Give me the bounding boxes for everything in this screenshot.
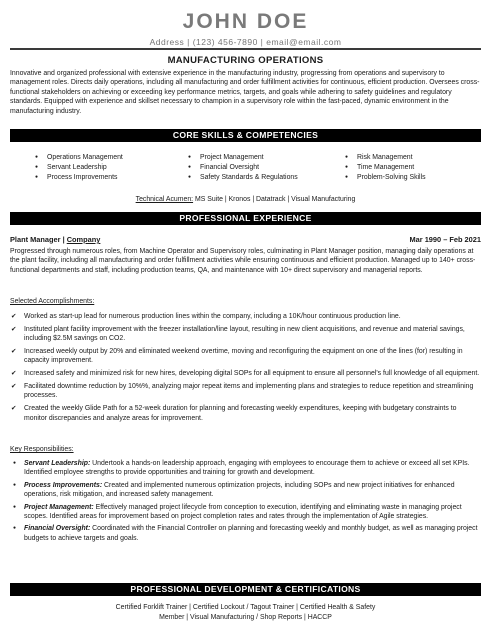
responsibility-heading: Servant Leadership: xyxy=(24,460,91,467)
responsibility-heading: Process Improvements: xyxy=(24,481,103,489)
responsibility-text: Undertook a hands-on leadership approach, engaging with employees to encourage them to achieve or exceed all set KPIs. Identified employee strengths to provide opportunities and training for growth and development. xyxy=(24,460,470,477)
responsibilities-label: Key Responsibilities: xyxy=(10,446,74,453)
certifications-line: Certified Forklift Trainer | Certified Lockout / Tagout Trainer | Certified Health & Safety xyxy=(115,604,376,611)
accomplishment-item: ✔ Created the weekly Glide Path for a 52-week duration for planning and forecasting weekly expenditures, keeping with budgetary constraints to monitor discrepancies and analyze areas for improvement. xyxy=(10,404,481,423)
experience-heading: PROFESSIONAL EXPERIENCE xyxy=(10,212,481,225)
skill-item: ● Operations Management xyxy=(35,153,123,163)
technical-acumen-value: MS Suite | Kronos | Datatrack | Visual Manufacturing xyxy=(193,196,356,203)
contact-line: Address | (123) 456-7890 | email@email.com xyxy=(149,37,342,47)
candidate-name: JOHN DOE xyxy=(182,10,309,33)
responsibility-item xyxy=(10,503,481,522)
skills-column-1 xyxy=(35,153,123,182)
responsibilities-list xyxy=(10,459,481,546)
responsibility-heading: Financial Oversight: xyxy=(24,525,91,533)
job-company: Company xyxy=(66,235,101,244)
skill-item: ● Problem-Solving Skills xyxy=(345,173,426,183)
header-divider xyxy=(10,48,481,50)
responsibility-item xyxy=(10,481,481,500)
certifications-line: Member | Visual Manufacturing / Shop Reports | HACCP xyxy=(159,614,332,621)
skills-heading: CORE SKILLS & COMPETENCIES xyxy=(10,129,481,142)
responsibility-text: Coordinated with the Financial Controller on planning and forecasting weekly and monthly budget, as well as managing project budgets to achieve targets and goals. xyxy=(24,525,478,542)
accomplishments-label: Selected Accomplishments: xyxy=(10,298,95,305)
skill-item: ● Risk Management xyxy=(345,153,426,163)
skill-item: ● Time Management xyxy=(345,163,426,173)
technical-acumen-label: Technical Acumen: xyxy=(135,196,194,203)
skills-column-3 xyxy=(345,153,426,182)
accomplishments-list xyxy=(10,312,481,426)
responsibility-item xyxy=(10,524,481,543)
accomplishment-item: ✔ Facilitated downtime reduction by 10%%, analyzing major repeat items and implementing plans and strategies to reduce repetition and streamlining processes. xyxy=(10,382,481,401)
job-dates: Mar 1990 – Feb 2021 xyxy=(409,235,481,244)
job-header xyxy=(10,235,481,244)
skill-item: ● Process Improvements xyxy=(35,173,123,183)
skill-item: ● Servant Leadership xyxy=(35,163,123,173)
skill-item: ● Safety Standards & Regulations xyxy=(188,173,298,183)
skill-item: ● Project Management xyxy=(188,153,298,163)
skill-item: ● Financial Oversight xyxy=(188,163,298,173)
certifications xyxy=(0,603,491,623)
job-summary: Progressed through numerous roles, from Machine Operator and Supervisory roles, culminating in Plant Manager position, managing daily operations at the plant facility, including all manufacturing and order fulfillment activities while ensuring continuous and efficient production. Managed up to 140+ cross-functional departments and staff, including production teams, QA, and maintenance with 10+ direct supervisory and managerial reports. xyxy=(10,248,476,274)
accomplishment-item: ✔ Worked as start-up lead for numerous production lines within the company, including a 10K/hour continuous production line. xyxy=(10,312,481,321)
development-heading: PROFESSIONAL DEVELOPMENT & CERTIFICATIONS xyxy=(10,583,481,596)
responsibility-text: Created and implemented numerous optimization projects, including SOPs and new project initiatives for enhanced operations, risk mitigation, and increased safety management. xyxy=(24,481,455,499)
summary-paragraph: Innovative and organized professional with extensive experience in the manufacturing industry, progressing from operations and supervisory to management roles. Directs daily operations, including all manufacturing and order fulfillment activities for continuous, efficient production. Oversees cross-functional stakeholders on achieving or exceeding key performance metrics, targets, and goals while adhering to safety guidelines and regulatory standards. Equipped with experience and skillset necessary to champion in a supervisory role within the fast-paced, dynamic environment in the manufacturing industry. xyxy=(10,70,480,115)
accomplishment-item: ✔ Increased safety and minimized risk for new hires, developing digital SOPs for all equipment to ensure all personnel's full knowledge of all equipment. xyxy=(10,369,481,378)
accomplishment-item: ✔ Increased weekly output by 20% and eliminated weekend overtime, moving and reconfiguring the equipment on one of the lines (for) resulting in capacity improvement. xyxy=(10,347,481,366)
resume-title: MANUFACTURING OPERATIONS xyxy=(167,55,324,66)
accomplishment-item: ✔ Instituted plant facility improvement with the freezer installation/line layout, resulting in new client acquisitions, and revenue and material savings, including $2.5M savings on CO2. xyxy=(10,325,481,344)
responsibility-item xyxy=(10,459,481,478)
job-title: Plant Manager | xyxy=(10,235,67,244)
technical-acumen xyxy=(0,196,491,203)
responsibility-text: Effectively managed project lifecycle from conception to execution, identifying and eliminating waste in managing project scopes. Identified areas for improvement based on project completion rates and rates through the implementation of Agile strategies. xyxy=(24,503,462,521)
skills-column-2 xyxy=(188,153,298,182)
responsibility-heading: Project Management: xyxy=(24,503,94,511)
